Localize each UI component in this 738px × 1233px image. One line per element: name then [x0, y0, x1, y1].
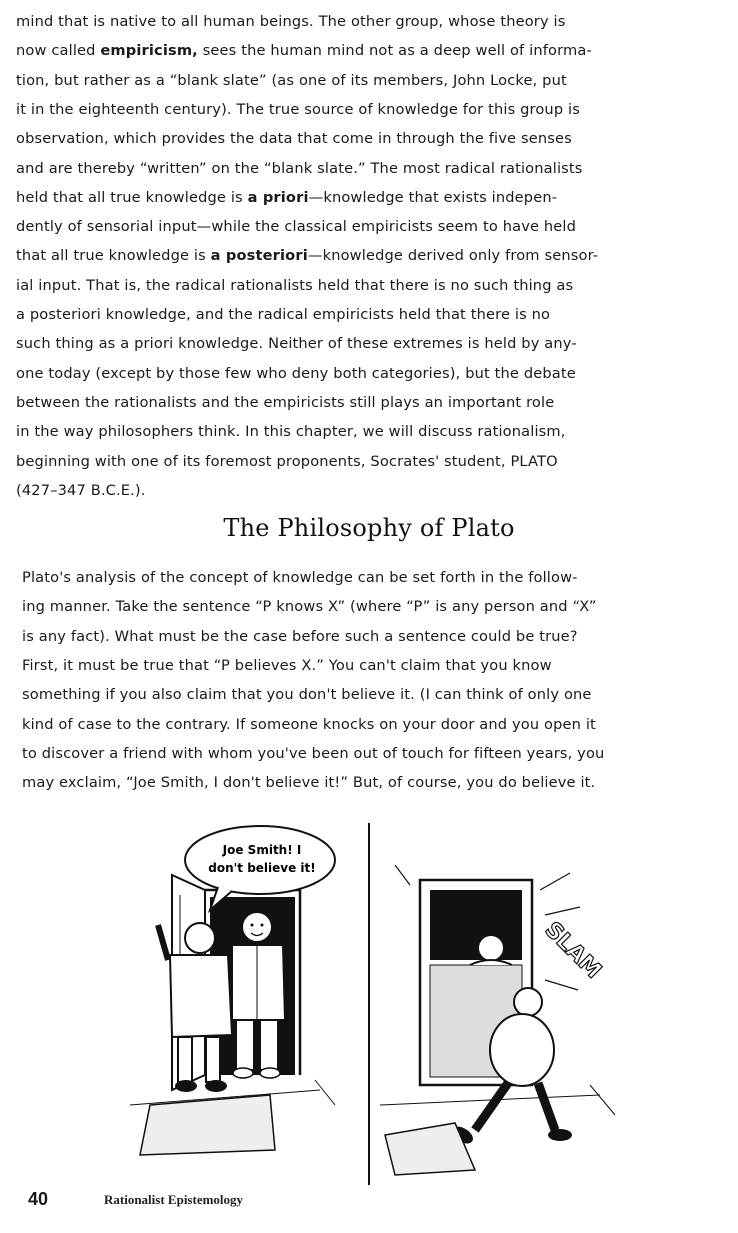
text-line [16, 36, 592, 65]
text-segment: —knowledge derived only from sensor- [307, 247, 599, 265]
comic-drawing [0, 805, 738, 1195]
text-line: ing manner. Take the sentence “P knows X” (where “P” is any person and “X” [22, 598, 597, 616]
text-line: one today (except by those few who deny both categories), but the debate [16, 364, 576, 382]
text-line: is any fact). What must be the case before such a sentence could be true? [22, 627, 578, 645]
text-line: tion, but rather as a “blank slate” (as one of its members, John Locke, put [16, 71, 567, 89]
text-line: it in the eighteenth century). The true source of knowledge for this group is [16, 100, 580, 118]
text-line: Plato's analysis of the concept of knowledge can be set forth in the follow- [22, 569, 578, 586]
text-line: in the way philosophers think. In this chapter, we will discuss rationalism, [16, 423, 566, 441]
text-line: and are thereby “written” on the “blank slate.” The most radical rationalists [16, 159, 583, 177]
bold-term: a posteriori [210, 247, 308, 265]
text-segment: sees the human mind not as a deep well of informa- [197, 42, 592, 60]
text-segment: now called [16, 42, 101, 60]
bold-term: empiricism, [100, 42, 198, 60]
page-number: 40 [28, 1189, 49, 1209]
text-line: observation, which provides the data that come in through the five senses [16, 130, 572, 148]
dark-window [430, 890, 522, 960]
text-line: may exclaim, “Joe Smith, I don't believe it!” But, of course, you do believe it. [22, 774, 596, 792]
text-line [16, 241, 598, 270]
text-line: to discover a friend with whom you've been out of touch for fifteen years, you [22, 744, 605, 762]
section-heading: The Philosophy of Plato [223, 514, 515, 542]
text-line: mind that is native to all human beings. The other group, whose theory is [16, 13, 566, 30]
text-segment: —knowledge that exists indepen- [308, 188, 558, 206]
text-line: beginning with one of its foremost proponents, Socrates' student, PLATO [16, 452, 558, 470]
text-segment: held that all true knowledge is [16, 188, 248, 206]
bold-term: a priori [247, 188, 309, 206]
text-line [16, 183, 557, 212]
text-line: such thing as a priori knowledge. Neither of these extremes is held by any- [16, 335, 577, 353]
doormat-left [140, 1095, 275, 1155]
right-panel [380, 865, 615, 1175]
text-segment: that all true knowledge is [16, 247, 211, 265]
left-panel [130, 826, 335, 1155]
text-line: a posteriori knowledge, and the radical empiricists held that there is no [16, 306, 551, 323]
text-line: (427–347 B.C.E.). [16, 481, 146, 499]
text-line: kind of case to the contrary. If someone knocks on your door and you open it [22, 715, 596, 733]
text-line: ial input. That is, the radical rationalists held that there is no such thing as [16, 276, 574, 294]
comic-illustration [0, 805, 738, 1195]
text-line: something if you also claim that you don't believe it. (I can think of only one [22, 686, 592, 704]
speech-bubble-line1: Joe Smith! I [222, 843, 302, 857]
text-line: between the rationalists and the empiricists still plays an important role [16, 393, 555, 411]
running-title: Rationalist Epistemology [104, 1192, 244, 1207]
speech-bubble-line2: don't believe it! [208, 861, 316, 875]
text-line: First, it must be true that “P believes X.” You can't claim that you know [22, 656, 552, 674]
text-line: dently of sensorial input—while the classical empiricists seem to have held [16, 218, 577, 236]
slam-sound-effect: SLAM [539, 917, 606, 984]
